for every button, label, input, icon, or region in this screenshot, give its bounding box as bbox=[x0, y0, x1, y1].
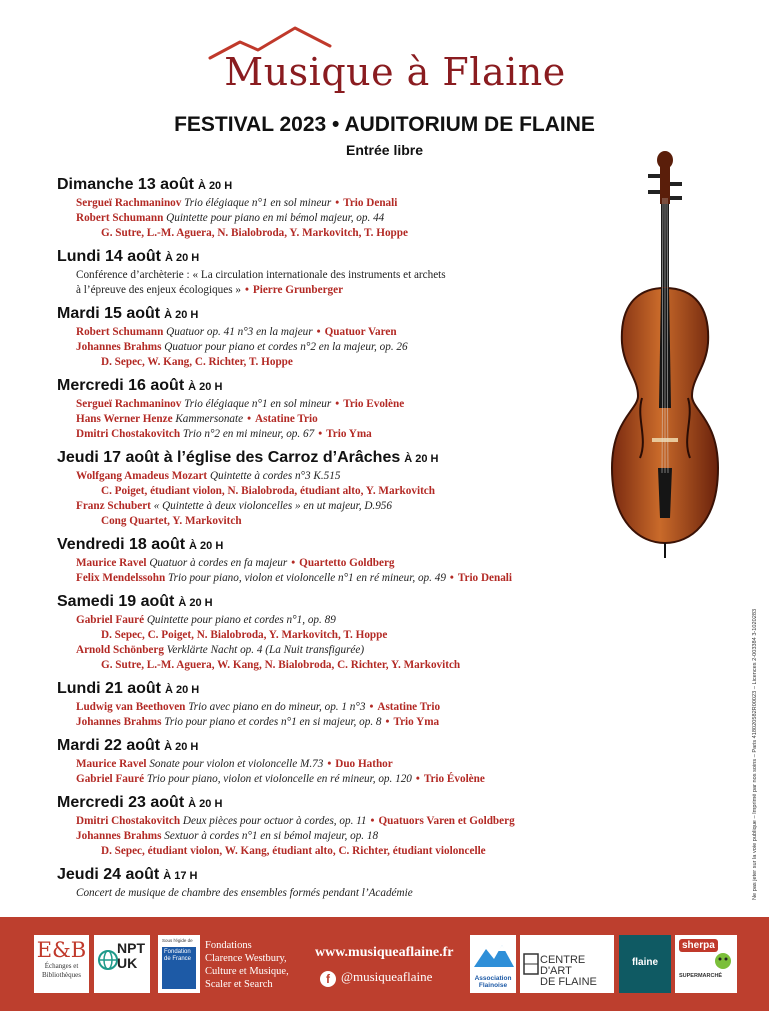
program-line bbox=[57, 772, 637, 787]
association-flainoise-logo: Association Flainoise bbox=[470, 935, 516, 993]
concert-day bbox=[57, 304, 637, 370]
separator: • bbox=[318, 428, 323, 440]
day-date: Mercredi 23 août bbox=[57, 794, 185, 811]
legal-text: Ne pas jeter sur la voie publique – Imprimé par nos soins – Paris 418020582R00023 – Licences 2-003384 3-1020283 bbox=[752, 608, 758, 900]
concert-day bbox=[57, 175, 637, 241]
day-time: À 20 H bbox=[404, 453, 439, 465]
work-title: Trio pour piano, violon et violoncelle en ré mineur, op. 120 bbox=[146, 773, 412, 785]
program-line bbox=[57, 715, 637, 730]
work-title: Deux pièces pour octuor à cordes, op. 11 bbox=[182, 815, 367, 827]
program-line bbox=[57, 427, 637, 442]
program-list bbox=[57, 175, 637, 907]
day-time: À 20 H bbox=[165, 252, 200, 264]
centre-art-flaine-logo: CENTRE D'ART DE FLAINE bbox=[520, 935, 614, 993]
program-line bbox=[57, 355, 637, 370]
day-heading bbox=[57, 679, 637, 700]
performers: C. Poiget, étudiant violon, N. Bialobroda, étudiant alto, Y. Markovitch bbox=[101, 485, 435, 497]
program-line bbox=[57, 814, 637, 829]
work-title: Trio avec piano en do mineur, op. 1 n°3 bbox=[188, 701, 366, 713]
day-heading bbox=[57, 304, 637, 325]
composer: Maurice Ravel bbox=[76, 557, 147, 569]
concert-day bbox=[57, 865, 637, 901]
performers: Trio Denali bbox=[457, 572, 513, 584]
work-title: Concert de musique de chambre des ensembles formés pendant l’Académie bbox=[76, 887, 413, 899]
logo bbox=[200, 22, 590, 112]
program-line bbox=[57, 628, 637, 643]
composer: Hans Werner Henze bbox=[76, 413, 173, 425]
performers: G. Sutre, L.-M. Aguera, W. Kang, N. Bialobroda, C. Richter, Y. Markovitch bbox=[101, 659, 461, 671]
day-time: À 20 H bbox=[164, 741, 199, 753]
eb-logo: E&B Échanges et Bibliothèques bbox=[34, 935, 89, 993]
logo-text: Musique à Flaine bbox=[224, 50, 566, 94]
composer: Dmitri Chostakovitch bbox=[76, 428, 181, 440]
day-time: À 17 H bbox=[163, 870, 198, 882]
day-time: À 20 H bbox=[188, 381, 223, 393]
day-heading bbox=[57, 865, 637, 886]
program-line bbox=[57, 226, 637, 241]
composer: Robert Schumann bbox=[76, 326, 164, 338]
performers: Pierre Grunberger bbox=[252, 284, 344, 296]
separator: • bbox=[449, 572, 454, 584]
composer: Robert Schumann bbox=[76, 212, 164, 224]
program-line bbox=[57, 211, 637, 226]
concert-day bbox=[57, 376, 637, 442]
work-title: Verklärte Nacht op. 4 (La Nuit transfigurée) bbox=[166, 644, 365, 656]
globe-icon bbox=[97, 949, 119, 971]
entree-libre: Entrée libre bbox=[345, 142, 424, 158]
concert-day bbox=[57, 679, 637, 730]
description: Conférence d’archèterie : « La circulation internationale des instruments et archets bbox=[76, 269, 446, 281]
program-line bbox=[57, 325, 637, 340]
footer-sponsors bbox=[0, 917, 769, 1011]
composer: Arnold Schönberg bbox=[76, 644, 164, 656]
program-line bbox=[57, 514, 637, 529]
facebook-link[interactable]: f @musiqueaflaine bbox=[320, 969, 432, 987]
concert-day bbox=[57, 448, 637, 529]
work-title: Quintette à cordes n°3 K.515 bbox=[209, 470, 341, 482]
day-heading bbox=[57, 793, 637, 814]
program-line bbox=[57, 412, 637, 427]
separator: • bbox=[369, 701, 374, 713]
sherpa-logo: sherpa SUPERMARCHÉ bbox=[675, 935, 737, 993]
day-time: À 20 H bbox=[165, 684, 200, 696]
performers: Quatuors Varen et Goldberg bbox=[378, 815, 515, 827]
day-date: Mardi 15 août bbox=[57, 305, 161, 322]
composer: Franz Schubert bbox=[76, 500, 151, 512]
performers: Duo Hathor bbox=[335, 758, 393, 770]
separator: • bbox=[247, 413, 252, 425]
day-time: À 20 H bbox=[188, 798, 223, 810]
work-title: Sonate pour violon et violoncelle M.73 bbox=[149, 758, 324, 770]
concert-day bbox=[57, 793, 637, 859]
program-line bbox=[57, 340, 637, 355]
concert-day bbox=[57, 592, 637, 673]
work-title: Quatuor à cordes en fa majeur bbox=[149, 557, 288, 569]
work-title: Trio élégiaque n°1 en sol mineur bbox=[184, 197, 332, 209]
day-time: À 20 H bbox=[164, 309, 199, 321]
mountain-icon bbox=[470, 939, 516, 969]
performers: Astatine Trio bbox=[377, 701, 441, 713]
flaine-logo: flaine bbox=[619, 935, 671, 993]
separator: • bbox=[327, 758, 332, 770]
composer: Wolfgang Amadeus Mozart bbox=[76, 470, 208, 482]
day-time: À 20 H bbox=[178, 597, 213, 609]
performers: Trio Evolène bbox=[343, 398, 405, 410]
program-line bbox=[57, 499, 637, 514]
work-title: Trio pour piano, violon et violoncelle n°1 en ré mineur, op. 49 bbox=[168, 572, 446, 584]
facebook-icon: f bbox=[320, 971, 336, 987]
composer: Dmitri Chostakovitch bbox=[76, 815, 181, 827]
fondation-de-france-logo: Sous l'égide de Fondation de France bbox=[158, 935, 200, 993]
day-date: Vendredi 18 août bbox=[57, 536, 186, 553]
program-line bbox=[57, 844, 637, 859]
day-time: À 20 H bbox=[189, 540, 224, 552]
work-title: Quintette pour piano et cordes n°1, op. 89 bbox=[146, 614, 336, 626]
performers: D. Sepec, W. Kang, C. Richter, T. Hoppe bbox=[101, 356, 293, 368]
separator: • bbox=[385, 716, 390, 728]
concert-day bbox=[57, 247, 637, 298]
program-line bbox=[57, 658, 637, 673]
program-line bbox=[57, 571, 637, 586]
program-line bbox=[57, 886, 637, 901]
separator: • bbox=[244, 284, 249, 296]
program-line bbox=[57, 757, 637, 772]
day-date: Samedi 19 août bbox=[57, 593, 175, 610]
day-date: Dimanche 13 août bbox=[57, 176, 194, 193]
day-date: Mercredi 16 août bbox=[57, 377, 185, 394]
composer: Johannes Brahms bbox=[76, 341, 162, 353]
work-title: Trio pour piano et cordes n°1 en si majeur, op. 8 bbox=[164, 716, 382, 728]
npt-uk-logo: NPT UK bbox=[94, 935, 150, 993]
work-title: Trio élégiaque n°1 en sol mineur bbox=[184, 398, 332, 410]
concert-day bbox=[57, 736, 637, 787]
mascot-icon bbox=[713, 951, 733, 971]
day-time: À 20 H bbox=[197, 180, 233, 192]
separator: • bbox=[370, 815, 375, 827]
website-link[interactable]: www.musiqueaflaine.fr bbox=[315, 945, 454, 960]
performers: Quartetto Goldberg bbox=[299, 557, 395, 569]
work-title: Quintette pour piano en mi bémol majeur, op. 44 bbox=[166, 212, 385, 224]
composer: Ludwig van Beethoven bbox=[76, 701, 186, 713]
day-heading bbox=[57, 376, 637, 397]
program-line bbox=[57, 829, 637, 844]
performers: D. Sepec, C. Poiget, N. Bialobroda, Y. Markovitch, T. Hoppe bbox=[101, 629, 388, 641]
composer: Felix Mendelssohn bbox=[76, 572, 166, 584]
fondations-text: Fondations Clarence Westbury, Culture et Musique, Scaler et Search bbox=[205, 940, 289, 990]
day-heading bbox=[57, 448, 637, 469]
performers: G. Sutre, L.-M. Aguera, N. Bialobroda, Y. Markovitch, T. Hoppe bbox=[101, 227, 408, 239]
program-line bbox=[57, 196, 637, 211]
day-date: Mardi 22 août bbox=[57, 737, 161, 754]
performers: Quatuor Varen bbox=[324, 326, 397, 338]
program-line bbox=[57, 283, 637, 298]
day-heading bbox=[57, 175, 637, 196]
cube-icon bbox=[523, 953, 539, 975]
separator: • bbox=[335, 197, 340, 209]
cello-illustration bbox=[590, 148, 740, 558]
description: à l’épreuve des enjeux écologiques » bbox=[76, 284, 241, 296]
composer: Gabriel Fauré bbox=[76, 614, 145, 626]
performers: Trio Évolène bbox=[423, 773, 485, 785]
composer: Johannes Brahms bbox=[76, 716, 162, 728]
work-title: « Quintette à deux violoncelles » en ut majeur, D.956 bbox=[153, 500, 392, 512]
work-title: Quatuor op. 41 n°3 en la majeur bbox=[166, 326, 313, 338]
program-line bbox=[57, 397, 637, 412]
program-line bbox=[57, 268, 637, 283]
separator: • bbox=[335, 398, 340, 410]
composer: Sergueï Rachmaninov bbox=[76, 398, 182, 410]
composer: Sergueï Rachmaninov bbox=[76, 197, 182, 209]
performers: Trio Yma bbox=[326, 428, 372, 440]
program-line bbox=[57, 469, 637, 484]
day-heading bbox=[57, 247, 637, 268]
program-line bbox=[57, 613, 637, 628]
program-line bbox=[57, 484, 637, 499]
day-heading bbox=[57, 535, 637, 556]
separator: • bbox=[291, 557, 296, 569]
performers: Astatine Trio bbox=[255, 413, 318, 425]
festival-title: FESTIVAL 2023 • AUDITORIUM DE FLAINE bbox=[174, 113, 595, 136]
concert-day bbox=[57, 535, 637, 586]
day-date: Jeudi 17 août à l’église des Carroz d’Arâches bbox=[57, 449, 401, 466]
program-line bbox=[57, 700, 637, 715]
composer: Maurice Ravel bbox=[76, 758, 147, 770]
performers: Cong Quartet, Y. Markovitch bbox=[101, 515, 242, 527]
work-title: Kammersonate bbox=[175, 413, 244, 425]
day-heading bbox=[57, 592, 637, 613]
work-title: Trio n°2 en mi mineur, op. 67 bbox=[182, 428, 315, 440]
performers: Trio Denali bbox=[343, 197, 398, 209]
day-date: Jeudi 24 août bbox=[57, 866, 160, 883]
program-line bbox=[57, 643, 637, 658]
composer: Gabriel Fauré bbox=[76, 773, 145, 785]
separator: • bbox=[316, 326, 321, 338]
day-date: Lundi 21 août bbox=[57, 680, 161, 697]
day-date: Lundi 14 août bbox=[57, 248, 161, 265]
separator: • bbox=[415, 773, 420, 785]
day-heading bbox=[57, 736, 637, 757]
work-title: Quatuor pour piano et cordes n°2 en la majeur, op. 26 bbox=[164, 341, 408, 353]
performers: Trio Yma bbox=[393, 716, 440, 728]
work-title: Sextuor à cordes n°1 en si bémol majeur, op. 18 bbox=[164, 830, 379, 842]
composer: Johannes Brahms bbox=[76, 830, 162, 842]
program-line bbox=[57, 556, 637, 571]
performers: D. Sepec, étudiant violon, W. Kang, étudiant alto, C. Richter, étudiant violoncelle bbox=[101, 845, 486, 857]
